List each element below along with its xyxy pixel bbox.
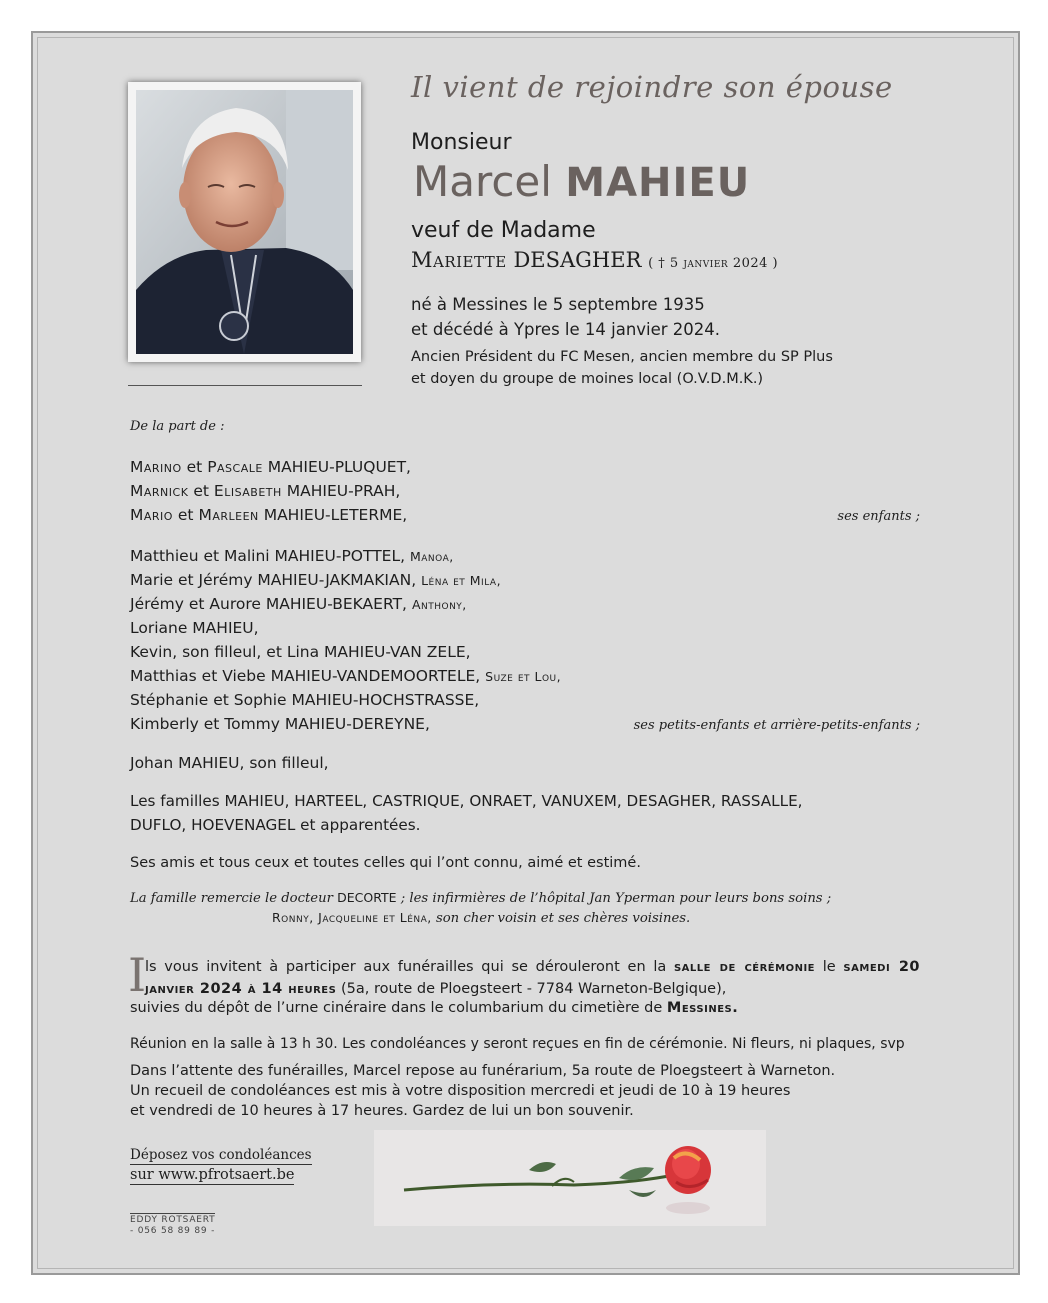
grandchild-names: Matthieu et Malini MAHIEU-POTTEL, <box>130 547 406 565</box>
child-partner: Marleen <box>198 506 259 524</box>
grandchild-names: Kimberly et Tommy MAHIEU-DEREYNE, <box>130 715 430 733</box>
grandchild-names: Marie et Jérémy MAHIEU-JAKMAKIAN, <box>130 571 417 589</box>
widow-of: veuf de Madame <box>411 218 596 243</box>
grandchild-extra: Léna et Mila, <box>421 573 502 588</box>
child-row <box>130 506 407 524</box>
neighbour-names: Ronny, Jacqueline et Léna, <box>272 910 432 925</box>
grandchild-row <box>130 715 430 733</box>
child-and: et <box>177 506 194 524</box>
grandchild-row <box>130 571 501 589</box>
grandchild-names: Stéphanie et Sophie MAHIEU-HOCHSTRASSE, <box>130 691 480 709</box>
child-row <box>130 482 400 500</box>
children-relation: ses enfants ; <box>837 509 920 524</box>
funeral-home-info <box>130 1213 215 1237</box>
godson-line: Johan MAHIEU, son filleul, <box>130 754 329 772</box>
roles-info <box>411 346 833 390</box>
doctor-name: DECORTE <box>337 890 397 905</box>
funeral-date: samedi 20 janvier 2024 à 14 heures <box>145 959 920 997</box>
grandchild-row <box>130 643 471 661</box>
grandchild-names: Kevin, son filleul, et Lina MAHIEU-VAN ZELE, <box>130 643 471 661</box>
thanks-text: La famille remercie le docteur <box>130 891 333 906</box>
deceased-first-name: Marcel <box>413 157 552 206</box>
grandchild-extra: Anthony, <box>411 597 467 612</box>
urn-line <box>130 1000 738 1016</box>
child-given: Marino <box>130 458 182 476</box>
grandchild-extra: Manoa, <box>409 549 454 564</box>
child-row <box>130 458 411 476</box>
from-label: De la part de : <box>130 419 225 434</box>
invitation-paragraph <box>145 956 920 1000</box>
friends-line: Ses amis et tous ceux et toutes celles qui l’ont connu, aimé et estimé. <box>130 855 641 871</box>
tagline: Il vient de rejoindre son épouse <box>411 70 893 104</box>
invitation-text: suivies du dépôt de l’urne cinéraire dans le columbarium du cimetière de <box>130 1000 663 1016</box>
child-given: Mario <box>130 506 173 524</box>
meeting-line: Réunion en la salle à 13 h 30. Les condoléances y seront reçues en fin de cérémonie. Ni fleurs, ni plaques, svp <box>130 1036 905 1052</box>
born-line: né à Messines le 5 septembre 1935 <box>411 295 705 314</box>
photo-divider <box>128 385 362 386</box>
ceremony-hall: salle de cérémonie <box>673 959 816 975</box>
spouse-first-name: Mariette <box>411 248 507 272</box>
spouse-last-name: DESAGHER <box>513 248 642 272</box>
spouse-name <box>411 248 778 272</box>
invitation-text: ls vous invitent à participer aux funérailles qui se dérouleront en la <box>145 959 667 975</box>
grandchild-extra: Suze et Lou, <box>485 669 562 684</box>
funeral-home-phone: - 056 58 89 89 - <box>130 1226 216 1236</box>
dropcap: I <box>128 948 147 1002</box>
condolences-block[interactable] <box>130 1145 312 1185</box>
role-line-1: Ancien Président du FC Mesen, ancien membre du SP Plus <box>411 349 833 365</box>
repose-line-1: Dans l’attente des funérailles, Marcel repose au funérarium, 5a route de Ploegsteert à Warneton. <box>130 1063 836 1079</box>
child-given: Marnick <box>130 482 189 500</box>
deceased-name <box>413 157 750 206</box>
grandchild-names: Matthias et Viebe MAHIEU-VANDEMOORTELE, <box>130 667 481 685</box>
thanks-line-1 <box>130 890 831 906</box>
thanks-text: ; les infirmières de l’hôpital Jan Yperman pour leurs bons soins ; <box>400 891 832 906</box>
families-line-2: DUFLO, HOEVENAGEL et apparentées. <box>130 816 421 834</box>
child-and: et <box>186 458 203 476</box>
birth-death-info <box>411 292 720 342</box>
spouse-death-date: ( † 5 janvier 2024 ) <box>648 256 779 271</box>
deceased-last-name: MAHIEU <box>565 160 751 206</box>
funeral-address: (5a, route de Ploegsteert - 7784 Warneton-Belgique), <box>340 981 727 997</box>
role-line-2: et doyen du groupe de moines local (O.V.D.M.K.) <box>411 371 764 387</box>
portrait-frame <box>128 82 361 362</box>
condolences-label[interactable]: Déposez vos condoléances <box>130 1147 312 1163</box>
grandchild-names: Jérémy et Aurore MAHIEU-BEKAERT, <box>130 595 407 613</box>
child-surname: MAHIEU-LETERME, <box>263 506 408 524</box>
thanks-text: son cher voisin et ses chères voisines. <box>435 911 691 926</box>
grandchild-row <box>130 691 479 709</box>
thanks-line-2 <box>272 910 690 926</box>
rose-image <box>374 1130 766 1226</box>
child-surname: MAHIEU-PRAH, <box>286 482 401 500</box>
portrait-photo <box>136 90 353 354</box>
funeral-home-name: EDDY ROTSAERT <box>130 1215 216 1225</box>
child-partner: Elisabeth <box>213 482 282 500</box>
families-line-1: Les familles MAHIEU, HARTEEL, CASTRIQUE, ONRAET, VANUXEM, DESAGHER, RASSALLE, <box>130 792 803 810</box>
repose-line-3: et vendredi de 10 heures à 17 heures. Gardez de lui un bon souvenir. <box>130 1103 634 1119</box>
honorific: Monsieur <box>411 130 512 155</box>
grandchild-row <box>130 547 454 565</box>
child-and: et <box>193 482 209 500</box>
grandchild-row <box>130 667 561 685</box>
invitation-text: le <box>822 959 836 975</box>
grandchild-names: Loriane MAHIEU, <box>130 619 259 637</box>
condolences-link[interactable]: sur www.pfrotsaert.be <box>130 1167 295 1183</box>
child-partner: Pascale <box>207 458 263 476</box>
died-line: et décédé à Ypres le 14 janvier 2024. <box>411 320 721 339</box>
grandchildren-relation: ses petits-enfants et arrière-petits-enfants ; <box>633 718 920 733</box>
grandchild-row <box>130 619 259 637</box>
cemetery-town: Messines. <box>666 1000 739 1016</box>
grandchild-row <box>130 595 467 613</box>
child-surname: MAHIEU-PLUQUET, <box>267 458 411 476</box>
repose-line-2: Un recueil de condoléances est mis à votre disposition mercredi et jeudi de 10 à 19 heures <box>130 1083 791 1099</box>
